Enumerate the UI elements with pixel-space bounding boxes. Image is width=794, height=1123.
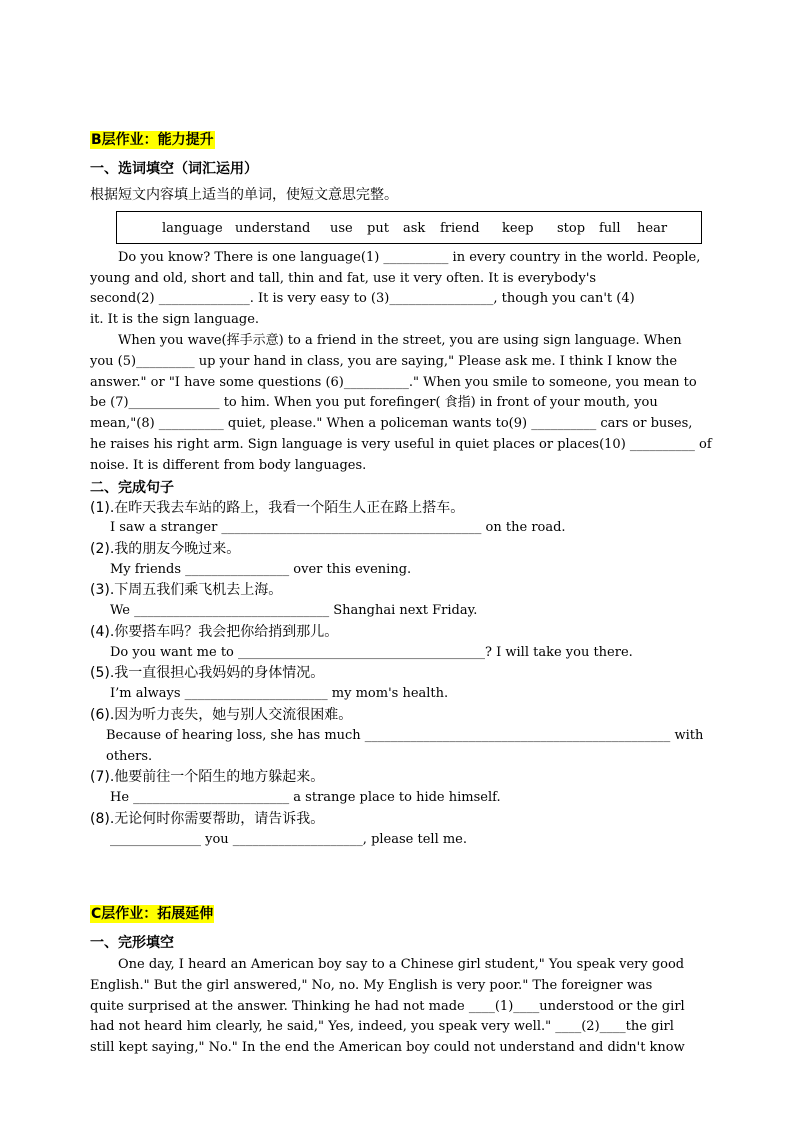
passage-line: you (5)_________ up your hand in class, you are saying," Please ask me. I think I know the [90, 354, 678, 369]
word-bank-item: understand [235, 221, 311, 236]
sentence-answer-en: I’m always ______________________ my mom's health. [110, 686, 449, 701]
word-bank-item: keep [502, 221, 534, 236]
sentence-prompt-cn: (5).我一直很担心我妈妈的身体情况。 [90, 665, 325, 681]
passage-line: noise. It is different from body languages. [90, 458, 367, 473]
passage-line: answer." or "I have some questions (6)__________." When you smile to someone, you mean to [90, 375, 697, 390]
passage-line: be (7)______________ to him. When you put forefinger( 食指) in front of your mouth, you [90, 395, 658, 410]
word-bank-item: language [162, 221, 223, 236]
sentence-answer-en: Because of hearing loss, she has much _______________________________________________ with [106, 728, 704, 743]
section-c-heading: C层作业：拓展延伸 [91, 906, 214, 922]
sentence-answer-en: Do you want me to ______________________________________? I will take you there. [110, 645, 633, 660]
sentence-prompt-cn: (2).我的朋友今晚过来。 [90, 541, 241, 557]
sentence-prompt-cn: (6).因为听力丧失，她与别人交流很困难。 [90, 707, 353, 723]
sentence-answer-en: My friends ________________ over this evening. [110, 562, 412, 577]
section-b-heading: B层作业：能力提升 [91, 132, 214, 148]
word-bank-item: put [367, 221, 389, 236]
passage-line: young and old, short and tall, thin and fat, use it very often. It is everybody's [90, 271, 597, 286]
sentence-prompt-cn: (3).下周五我们乘飞机去上海。 [90, 582, 283, 598]
passage-line: English." But the girl answered," No, no. My English is very poor." The foreigner was [90, 978, 653, 993]
sentence-answer-en-continued: others. [106, 749, 153, 764]
sentence-prompt-cn: (7).他要前往一个陌生的地方躲起来。 [90, 769, 325, 785]
sentence-answer-en: I saw a stranger ________________________________________ on the road. [110, 520, 566, 535]
passage-line: Do you know? There is one language(1) __________ in every country in the world. People, [118, 250, 701, 265]
passage-line: it. It is the sign language. [90, 312, 260, 327]
word-bank-item: full [599, 221, 621, 236]
sentence-answer-en: We ______________________________ Shanghai next Friday. [110, 603, 478, 618]
sentence-answer-en: He ________________________ a strange place to hide himself. [110, 790, 501, 805]
sentence-answer-en: ______________ you ____________________, please tell me. [110, 832, 468, 847]
section-b-part1-instruction: 根据短文内容填上适当的单词，使短文意思完整。 [90, 187, 398, 203]
word-bank-item: friend [440, 221, 480, 236]
sentence-prompt-cn: (4).你要搭车吗？我会把你给捎到那儿。 [90, 624, 339, 640]
passage-line: When you wave(挥手示意) to a friend in the street, you are using sign language. When [118, 333, 682, 348]
passage-line: had not heard him clearly, he said," Yes, indeed, you speak very well." ____(2)____the girl [90, 1019, 674, 1034]
passage-line: he raises his right arm. Sign language is very useful in quiet places or places(10) __________ of [90, 437, 712, 452]
section-b-part2-title: 二、完成句子 [90, 480, 174, 496]
passage-line: mean,"(8) __________ quiet, please." When a policeman wants to(9) __________ cars or buses, [90, 416, 693, 431]
passage-line: still kept saying," No." In the end the American boy could not understand and didn't know [90, 1040, 685, 1055]
sentence-prompt-cn: (1).在昨天我去车站的路上，我看一个陌生人正在路上搭车。 [90, 500, 465, 516]
sentence-prompt-cn: (8).无论何时你需要帮助，请告诉我。 [90, 811, 325, 827]
word-bank-item: stop [557, 221, 586, 236]
passage-line: second(2) ______________. It is very easy to (3)________________, though you can't (4) [90, 291, 635, 306]
word-bank-item: ask [403, 221, 426, 236]
passage-line: quite surprised at the answer. Thinking he had not made ____(1)____understood or the girl [90, 999, 685, 1014]
word-bank-item: use [330, 221, 353, 236]
section-c-part1-title: 一、完形填空 [90, 935, 174, 951]
passage-line: One day, I heard an American boy say to a Chinese girl student," You speak very good [118, 957, 685, 972]
word-bank-item: hear [637, 221, 668, 236]
word-bank-box [116, 211, 702, 244]
section-b-part1-title: 一、选词填空（词汇运用） [90, 161, 258, 177]
